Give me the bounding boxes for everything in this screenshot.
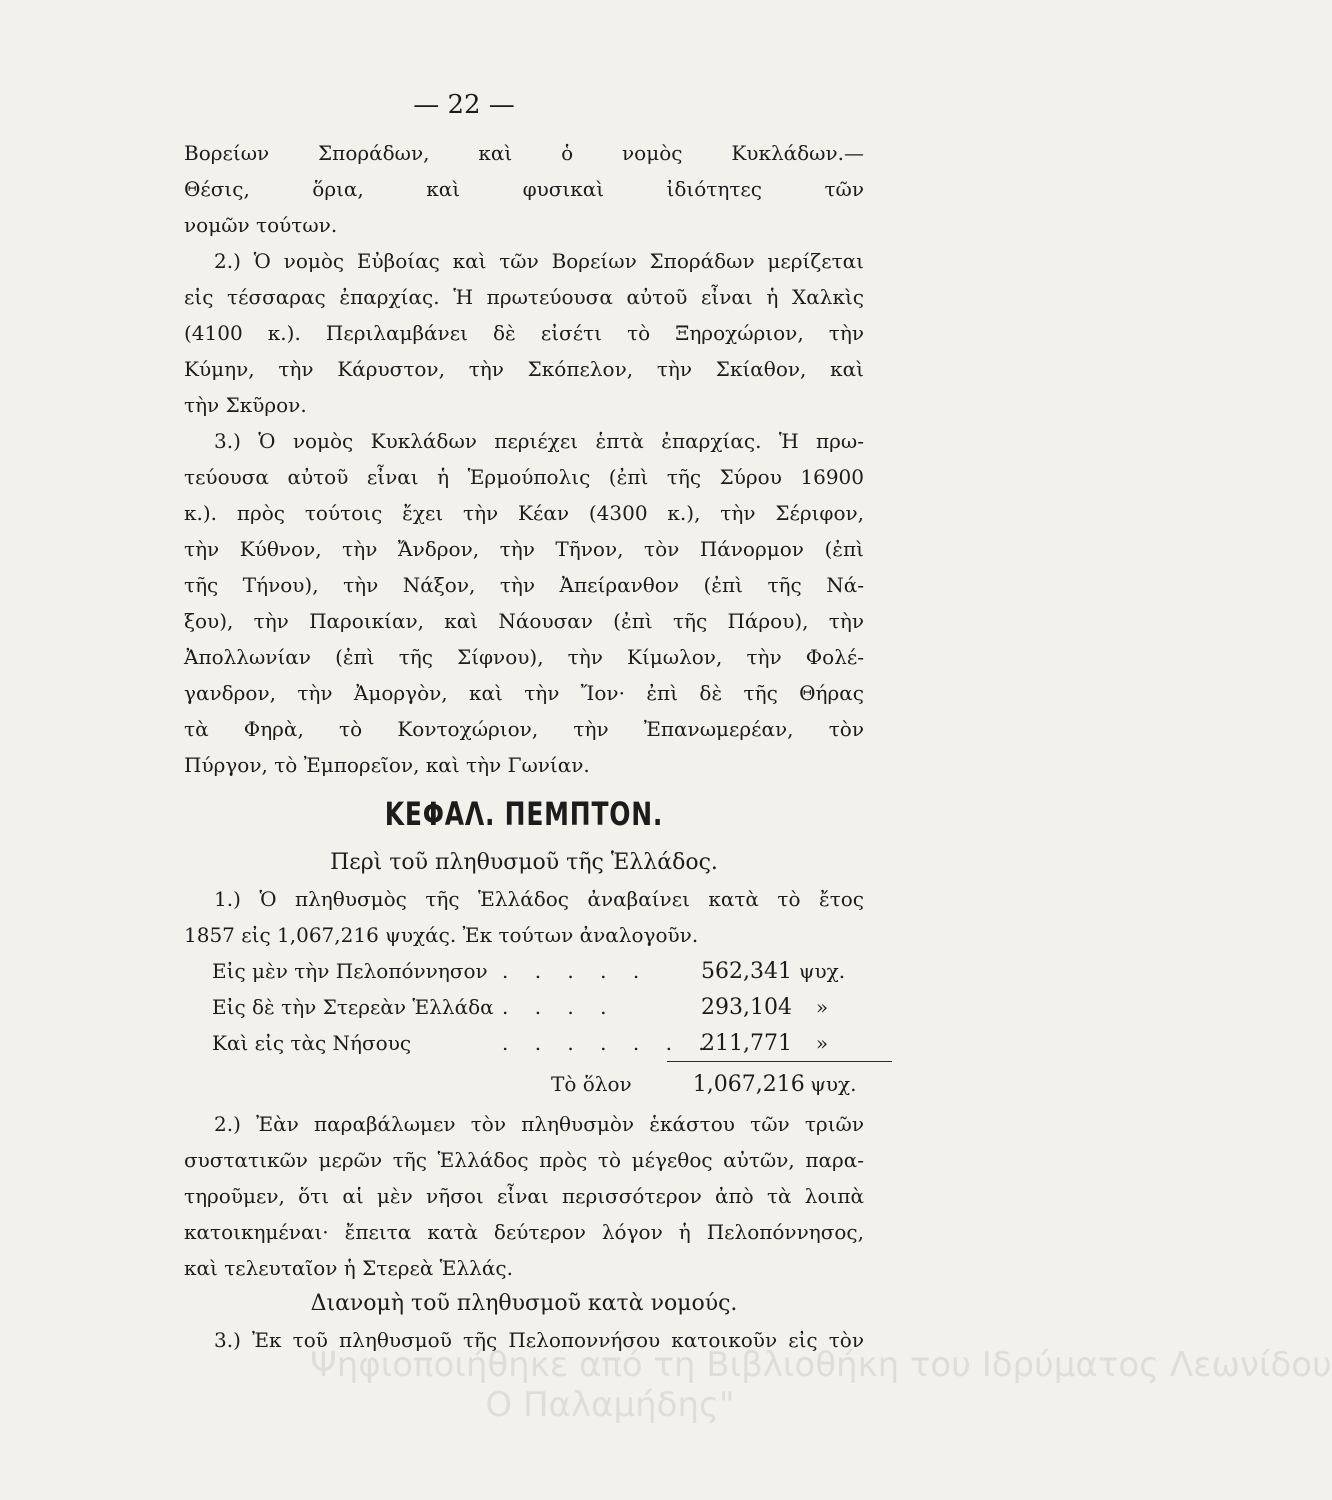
- paragraph-line: Πύργον, τὸ Ἐμπορεῖον, καὶ τὴν Γωνίαν.: [184, 753, 590, 777]
- intro-line: νομῶν τούτων.: [184, 213, 338, 237]
- watermark-line: Ο Παλαμήδης": [485, 1385, 735, 1425]
- paragraph-line: (4100 κ.). Περιλαμβάνει δὲ εἰσέτι τὸ Ξηροχώριον, τὴν: [184, 321, 864, 345]
- paragraph-line: γανδρον, τὴν Ἀμοργὸν, καὶ τὴν Ἴον· ἐπὶ δὲ τῆς Θήρας: [184, 681, 864, 705]
- table-row: [212, 953, 862, 989]
- watermark-line: Ψηφιοποιήθηκε από τη Βιβλιοθήκη του Ιδρύματος Λεωνίδου: [310, 1345, 1332, 1385]
- table-row: [212, 989, 862, 1025]
- row-value: 562,341: [701, 958, 792, 984]
- dot-leader: . . . .: [502, 995, 617, 1019]
- paragraph-line: κ.). πρὸς τούτοις ἔχει τὴν Κέαν (4300 κ.), τὴν Σέριφον,: [184, 501, 864, 525]
- subheading: Διανομὴ τοῦ πληθυσμοῦ κατὰ νομούς.: [310, 1291, 738, 1316]
- paragraph-line: τηροῦμεν, ὅτι αἱ μὲν νῆσοι εἶναι περισσότερον ἀπὸ τὰ λοιπὰ: [184, 1184, 864, 1208]
- row-unit: »: [815, 995, 829, 1019]
- row-value: 293,104: [701, 994, 792, 1020]
- row-unit: »: [815, 1031, 829, 1055]
- library-watermark: [310, 1345, 1332, 1425]
- table-row: [212, 1025, 862, 1061]
- page-body: [184, 135, 864, 1358]
- population-table: [212, 953, 862, 1106]
- paragraph-line: εἰς τέσσαρας ἐπαρχίας. Ἡ πρωτεύουσα αὐτοῦ εἶναι ἡ Χαλκὶς: [184, 285, 864, 309]
- row-label: Καὶ εἰς τὰς Νήσους: [212, 1031, 412, 1055]
- paragraph-line: 3.) Ὁ νομὸς Κυκλάδων περιέχει ἑπτὰ ἐπαρχίας. Ἡ πρω-: [214, 429, 864, 453]
- paragraph-line: συστατικῶν μερῶν τῆς Ἑλλάδος πρὸς τὸ μέγεθος αὐτῶν, παρα-: [184, 1148, 864, 1172]
- paragraph-line: 3.) Ἐκ τοῦ πληθυσμοῦ τῆς Πελοποννήσου κατοικοῦν εἰς τὸν: [214, 1328, 864, 1352]
- paragraph-line: κατοικημέναι· ἔπειτα κατὰ δεύτερον λόγον ἡ Πελοπόννησος,: [184, 1220, 864, 1244]
- intro-line: Βορείων Σποράδων, καὶ ὁ νομὸς Κυκλάδων.—: [184, 141, 864, 165]
- row-value: 211,771: [701, 1030, 792, 1056]
- paragraph-line: 2.) Ὁ νομὸς Εὐβοίας καὶ τῶν Βορείων Σποράδων μερίζεται: [214, 249, 864, 273]
- paragraph-line: Ἀπολλωνίαν (ἐπὶ τῆς Σίφνου), τὴν Κίμωλον, τὴν Φολέ-: [184, 645, 864, 669]
- paragraph-line: τεύουσα αὐτοῦ εἶναι ἡ Ἑρμούπολις (ἐπὶ τῆς Σύρου 16900: [184, 465, 864, 489]
- page-number: — 22 —: [413, 90, 515, 120]
- paragraph-line: τῆς Τήνου), τὴν Νάξον, τὴν Ἀπείρανθον (ἐπὶ τῆς Νά-: [184, 573, 864, 597]
- row-label: Εἰς δὲ τὴν Στερεὰν Ἑλλάδα: [212, 995, 494, 1019]
- paragraph-line: τὴν Κύθνον, τὴν Ἄνδρον, τὴν Τῆνον, τὸν Πάνορμον (ἐπὶ: [184, 537, 864, 561]
- paragraph-line: τὴν Σκῦρον.: [184, 393, 307, 417]
- dot-leader: . . . . .: [502, 959, 650, 983]
- paragraph-line: ξου), τὴν Παροικίαν, καὶ Νάουσαν (ἐπὶ τῆς Πάρου), τὴν: [184, 609, 864, 633]
- paragraph-line: καὶ τελευταῖον ἡ Στερεὰ Ἑλλάς.: [184, 1256, 513, 1280]
- chapter-heading: ΚΕΦΑΛ. ΠΕΜΠΤΟΝ.: [384, 795, 664, 833]
- total-value: 1,067,216: [692, 1071, 805, 1097]
- total-row: [212, 1062, 862, 1106]
- intro-line: Θέσις, ὅρια, καὶ φυσικαὶ ἰδιότητες τῶν: [184, 177, 864, 201]
- paragraph-line: 1.) Ὁ πληθυσμὸς τῆς Ἑλλάδος ἀναβαίνει κατὰ τὸ ἔτος: [214, 887, 864, 911]
- total-label: Τὸ ὅλον: [551, 1072, 632, 1096]
- paragraph-line: 2.) Ἐὰν παραβάλωμεν τὸν πληθυσμὸν ἑκάστου τῶν τριῶν: [214, 1112, 864, 1136]
- paragraph-line: Κύμην, τὴν Κάρυστον, τὴν Σκόπελον, τὴν Σκίαθον, καὶ: [184, 357, 864, 381]
- paragraph-line: 1857 εἰς 1,067,216 ψυχάς. Ἐκ τούτων ἀναλογοῦν.: [184, 923, 699, 947]
- dot-leader: . . . . . . .: [502, 1031, 715, 1055]
- row-unit: ψυχ.: [798, 959, 846, 983]
- chapter-subtitle: Περὶ τοῦ πληθυσμοῦ τῆς Ἑλλάδος.: [330, 850, 718, 875]
- paragraph-line: τὰ Φηρὰ, τὸ Κοντοχώριον, τὴν Ἐπανωμερέαν, τὸν: [184, 717, 864, 741]
- total-unit: ψυχ.: [810, 1072, 857, 1096]
- row-label: Εἰς μὲν τὴν Πελοπόννησον: [212, 959, 488, 983]
